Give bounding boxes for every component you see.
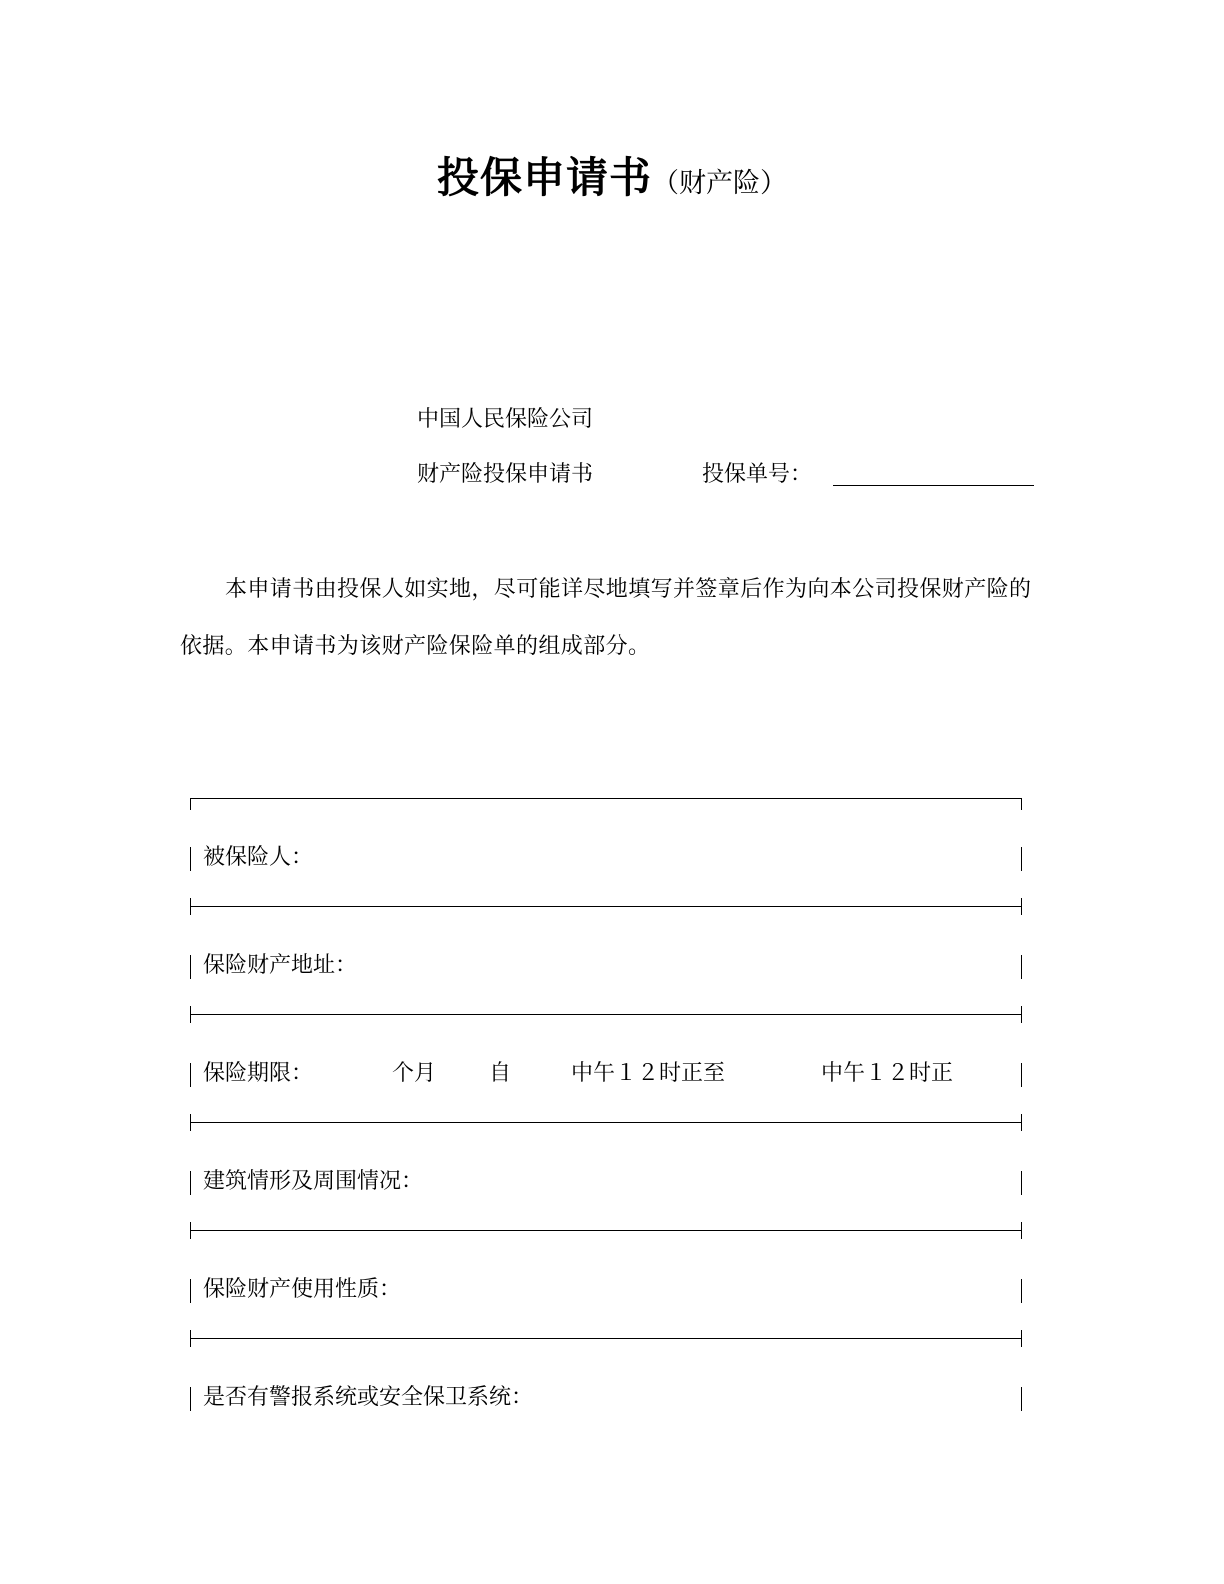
- period-label: 保险期限：: [203, 1061, 314, 1086]
- form-top-border: [190, 795, 1022, 815]
- period-from: 自: [489, 1061, 512, 1086]
- form-name: 财产险投保申请书: [417, 462, 594, 487]
- usage-label: 保险财产使用性质：: [203, 1277, 402, 1302]
- row-divider: [190, 1227, 1022, 1247]
- insured-row[interactable]: [190, 815, 1022, 903]
- alarm-row[interactable]: [190, 1355, 1022, 1443]
- building-row[interactable]: [190, 1139, 1022, 1227]
- intro-paragraph: 本申请书由投保人如实地，尽可能详尽地填写并签章后作为向本公司投保财产险的依据。本申请书为该财产险保险单的组成部分。: [180, 577, 1032, 659]
- company-name: 中国人民保险公司: [417, 407, 594, 432]
- row-divider: [190, 1119, 1022, 1139]
- policy-number-label: 投保单号：: [702, 462, 813, 487]
- period-noon-end: 中午１２时正: [821, 1061, 954, 1086]
- policy-number-field[interactable]: [833, 485, 1034, 486]
- period-months: 个月: [392, 1061, 437, 1086]
- building-label: 建筑情形及周围情况：: [203, 1169, 424, 1194]
- address-label: 保险财产地址：: [203, 953, 358, 978]
- row-divider: [190, 1335, 1022, 1355]
- row-divider: [190, 1011, 1022, 1031]
- period-noon-to: 中午１２时正至: [571, 1061, 726, 1086]
- row-divider: [190, 903, 1022, 923]
- insured-label: 被保险人：: [203, 845, 314, 870]
- alarm-label: 是否有警报系统或安全保卫系统：: [203, 1385, 534, 1410]
- usage-row[interactable]: [190, 1247, 1022, 1335]
- application-form: [190, 795, 1022, 1443]
- document-title: [0, 145, 1224, 205]
- title-main: 投保申请书: [436, 153, 652, 202]
- period-row[interactable]: [190, 1031, 1022, 1119]
- title-subtitle: （财产险）: [652, 168, 787, 199]
- address-row[interactable]: [190, 923, 1022, 1011]
